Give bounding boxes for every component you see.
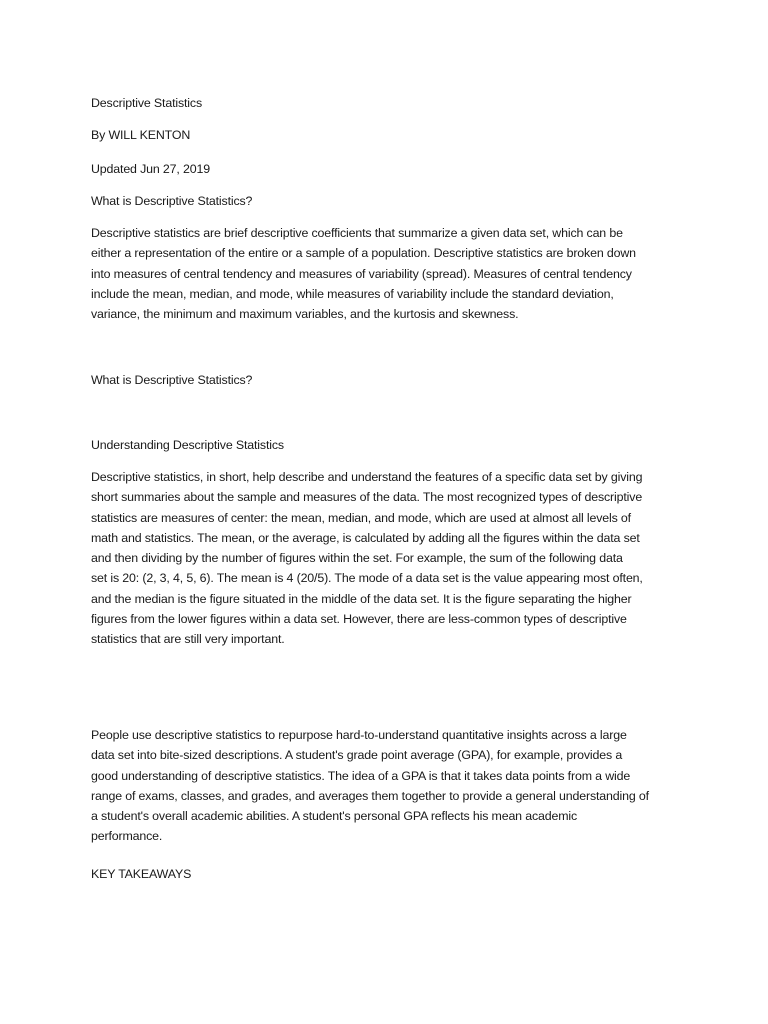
byline: By WILL KENTON <box>91 128 191 142</box>
section-heading-key-takeaways: KEY TAKEAWAYS <box>91 867 192 881</box>
section-heading-what-is: What is Descriptive Statistics? <box>91 194 253 208</box>
paragraph-line: and then dividing by the number of figures within the set. For example, the sum of the following data <box>91 551 623 566</box>
section-heading-understanding: Understanding Descriptive Statistics <box>91 438 284 452</box>
paragraph-line: performance. <box>91 829 163 844</box>
paragraph-line: statistics are measures of center: the mean, median, and mode, which are used at almost all levels of <box>91 510 631 525</box>
paragraph-line: math and statistics. The mean, or the average, is calculated by adding all the figures within the data set <box>91 530 640 545</box>
paragraph-line: good understanding of descriptive statistics. The idea of a GPA is that it takes data points from a wide <box>91 768 631 783</box>
paragraph-line: include the mean, median, and mode, while measures of variability include the standard deviation, <box>91 286 614 301</box>
paragraph-line: statistics that are still very important. <box>91 632 285 647</box>
document-title: Descriptive Statistics <box>91 96 202 110</box>
paragraph-line: set is 20: (2, 3, 4, 5, 6). The mean is 4 (20/5). The mode of a data set is the value appearing most often, <box>91 571 643 586</box>
paragraph-line: into measures of central tendency and measures of variability (spread). Measures of central tendency <box>91 266 632 281</box>
updated-date: Updated Jun 27, 2019 <box>91 162 210 176</box>
paragraph-line: data set into bite-sized descriptions. A student's grade point average (GPA), for example, provides a <box>91 748 623 763</box>
paragraph-understanding <box>91 467 681 650</box>
paragraph-line: variance, the minimum and maximum variables, and the kurtosis and skewness. <box>91 307 519 322</box>
paragraph-definition <box>91 223 681 324</box>
paragraph-line: Descriptive statistics, in short, help describe and understand the features of a specific data set by giving <box>91 470 643 484</box>
paragraph-gpa-example <box>91 725 681 847</box>
paragraph-line: a student's overall academic abilities. A student's personal GPA reflects his mean academic <box>91 809 578 824</box>
section-heading-what-is-repeat: What is Descriptive Statistics? <box>91 373 253 387</box>
paragraph-line: short summaries about the sample and measures of the data. The most recognized types of descriptive <box>91 490 643 505</box>
paragraph-line: and the median is the figure situated in the middle of the data set. It is the figure separating the higher <box>91 591 632 606</box>
paragraph-line: range of exams, classes, and grades, and averages them together to provide a general understanding of <box>91 788 649 803</box>
paragraph-line: either a representation of the entire or a sample of a population. Descriptive statistics are broken down <box>91 246 636 261</box>
paragraph-line: People use descriptive statistics to repurpose hard-to-understand quantitative insights across a large <box>91 728 627 742</box>
paragraph-line: Descriptive statistics are brief descriptive coefficients that summarize a given data set, which can be <box>91 226 623 240</box>
paragraph-line: figures from the lower figures within a data set. However, there are less-common types of descriptive <box>91 612 627 627</box>
